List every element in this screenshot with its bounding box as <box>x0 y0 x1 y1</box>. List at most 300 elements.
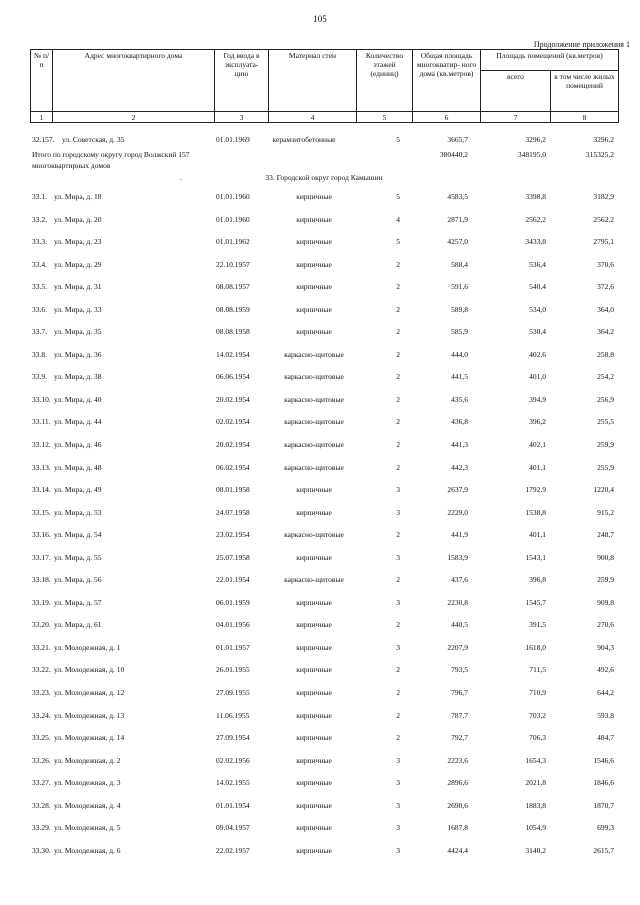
row-total-area: 4257,0 <box>447 237 468 247</box>
row-floors: 3 <box>396 845 400 855</box>
row-material: кирпичные <box>296 778 332 788</box>
stray-mark: . <box>180 173 182 182</box>
row-number: 33.3. <box>32 237 47 247</box>
total-label: Итого по городскому округу город Волжский 157 многоквартирных домов <box>32 150 190 170</box>
row-premises-living: 258,8 <box>597 349 614 359</box>
row-number: 33.27. <box>32 778 51 788</box>
row-floors: 3 <box>396 507 400 517</box>
row-address: ул. Молодежная, д. 1 <box>54 642 121 652</box>
row-total-area: 2871,9 <box>447 214 468 224</box>
table-row <box>30 484 618 495</box>
table-body <box>30 134 618 856</box>
row-floors: 5 <box>396 237 400 247</box>
row-premises-all: 402,6 <box>529 349 546 359</box>
row-premises-living: 1220,4 <box>593 485 614 495</box>
row-material: каркасно-щитовые <box>284 440 344 450</box>
total-area: 380440,2 <box>439 150 468 159</box>
table-row <box>30 371 618 382</box>
row-premises-living: 593,8 <box>597 710 614 720</box>
row-premises-all: 1054,9 <box>525 823 546 833</box>
row-year: 01.01.1954 <box>216 800 250 810</box>
row-year: 20.02.1954 <box>216 440 250 450</box>
table-row <box>30 710 618 721</box>
row-premises-living: 2615,7 <box>593 845 614 855</box>
row-floors: 4 <box>396 214 400 224</box>
row-address: ул. Мира, д. 54 <box>54 530 102 540</box>
row-material: каркасно-щитовые <box>284 349 344 359</box>
row-address: ул. Мира, д. 18 <box>54 192 102 201</box>
column-number: 7 <box>481 112 551 123</box>
row-year: 06.06.1954 <box>216 372 250 382</box>
row-number: 33.30. <box>32 845 51 855</box>
row-premises-living: 270,6 <box>597 620 614 630</box>
row-year: 04.01.1956 <box>216 620 250 630</box>
table-row <box>30 304 618 315</box>
row-year: 01.01.1957 <box>216 642 250 652</box>
column-number: 3 <box>215 112 269 123</box>
row-address: ул. Мира, д. 36 <box>54 349 102 359</box>
row-premises-all: 536,4 <box>529 259 546 269</box>
row-material: каркасно-щитовые <box>284 530 344 540</box>
row-premises-all: 394,9 <box>529 394 546 404</box>
column-number: 2 <box>53 112 215 123</box>
row-premises-living: 1546,6 <box>593 755 614 765</box>
row-premises-living: 1870,7 <box>593 800 614 810</box>
row-total-area: 440,5 <box>451 620 468 630</box>
table-row <box>30 574 618 585</box>
row-premises-all: 401,0 <box>529 372 546 382</box>
header-col-floors: Количество этажей (единиц) <box>357 50 413 112</box>
row-number: 33.4. <box>32 259 47 269</box>
table-row <box>30 529 618 540</box>
row-material: кирпичные <box>296 710 332 720</box>
row-premises-living: 699,3 <box>597 823 614 833</box>
row-total-area: 4583,5 <box>447 192 468 201</box>
row-year: 24.07.1958 <box>216 507 250 517</box>
row-premises-living: 364,2 <box>597 327 614 337</box>
row-material: кирпичные <box>296 597 332 607</box>
row-material: каркасно-щитовые <box>284 394 344 404</box>
row-total-area: 435,6 <box>451 394 468 404</box>
row-address: ул. Молодежная, д. 14 <box>54 733 125 743</box>
row-floors: 2 <box>396 733 400 743</box>
row-floors: 3 <box>396 485 400 495</box>
row-address: ул. Мира, д. 49 <box>54 485 102 495</box>
row-premises-all: 706,3 <box>529 733 546 743</box>
row-year: 14.02.1954 <box>216 349 250 359</box>
row-premises-living: 915,2 <box>597 507 614 517</box>
row-total-area: 2690,6 <box>447 800 468 810</box>
table-row <box>30 439 618 450</box>
row-material: кирпичные <box>296 642 332 652</box>
row-floors: 2 <box>396 327 400 337</box>
row-material: кирпичные <box>296 507 332 517</box>
data-rows <box>30 191 618 856</box>
row-total-area: 3665,7 <box>447 135 468 144</box>
row-floors: 2 <box>396 710 400 720</box>
row-year: 06.02.1954 <box>216 462 250 472</box>
row-floors: 3 <box>396 597 400 607</box>
table-row <box>30 326 618 337</box>
row-premises-all: 540,4 <box>529 282 546 292</box>
row-floors: 2 <box>396 530 400 540</box>
row-address: ул. Мира, д. 40 <box>54 394 102 404</box>
row-address: ул. Молодежная, д. 10 <box>54 665 125 675</box>
row-year: 08.08.1958 <box>216 327 250 337</box>
row-address: ул. Молодежная, д. 13 <box>54 710 125 720</box>
table-row <box>30 777 618 788</box>
row-address: ул. Советская, д. 35 <box>62 135 125 144</box>
row-total-area: 2207,9 <box>447 642 468 652</box>
row-address: ул. Молодежная, д. 4 <box>54 800 121 810</box>
row-floors: 3 <box>396 642 400 652</box>
row-number: 33.6. <box>32 304 47 314</box>
row-material: кирпичные <box>296 665 332 675</box>
row-premises-all: 1883,8 <box>525 800 546 810</box>
row-premises-living: 2795,1 <box>593 237 614 247</box>
row-number: 33.29. <box>32 823 51 833</box>
row-material: кирпичные <box>296 485 332 495</box>
table-row <box>30 462 618 473</box>
row-premises-living: 259,9 <box>597 575 614 585</box>
row-number: 33.7. <box>32 327 47 337</box>
row-material: кирпичные <box>296 688 332 698</box>
row-year: 02.02.1956 <box>216 755 250 765</box>
row-number: 33.13. <box>32 462 51 472</box>
row-address: ул. Мира, д. 46 <box>54 440 102 450</box>
row-total-area: 441,5 <box>451 372 468 382</box>
row-premises-all: 703,2 <box>529 710 546 720</box>
row-total-area: 437,6 <box>451 575 468 585</box>
column-number: 4 <box>269 112 357 123</box>
total-row <box>30 149 618 171</box>
row-floors: 2 <box>396 440 400 450</box>
row-premises-living: 484,7 <box>597 733 614 743</box>
row-premises-all: 534,0 <box>529 304 546 314</box>
row-year: 08.08.1957 <box>216 282 250 292</box>
row-floors: 2 <box>396 259 400 269</box>
row-material: кирпичные <box>296 192 332 201</box>
row-floors: 2 <box>396 575 400 585</box>
row-premises-all: 1538,8 <box>525 507 546 517</box>
row-premises-living: 248,7 <box>597 530 614 540</box>
column-number: 5 <box>357 112 413 123</box>
row-total-area: 1687,8 <box>447 823 468 833</box>
row-material: кирпичные <box>296 304 332 314</box>
row-address: ул. Мира, д. 38 <box>54 372 102 382</box>
row-total-area: 2637,9 <box>447 485 468 495</box>
row-premises-all: 530,4 <box>529 327 546 337</box>
row-premises-all: 1654,3 <box>525 755 546 765</box>
row-total-area: 2223,6 <box>447 755 468 765</box>
row-material: каркасно-щитовые <box>284 462 344 472</box>
total-premises-all: 348195,0 <box>517 150 546 159</box>
row-floors: 2 <box>396 620 400 630</box>
row-year: 23.02.1954 <box>216 530 250 540</box>
row-premises-all: 1792,9 <box>525 485 546 495</box>
row-premises-living: 3182,9 <box>593 192 614 201</box>
row-year: 14.02.1955 <box>216 778 250 788</box>
row-premises-living: 256,9 <box>597 394 614 404</box>
row-number: 33.24. <box>32 710 51 720</box>
row-premises-all: 401,1 <box>529 530 546 540</box>
row-premises-all: 3140,2 <box>525 845 546 855</box>
row-floors: 2 <box>396 417 400 427</box>
row-address: ул. Молодежная, д. 6 <box>54 845 121 855</box>
row-address: ул. Мира, д. 48 <box>54 462 102 472</box>
row-material: каркасно-щитовые <box>284 372 344 382</box>
row-floors: 3 <box>396 800 400 810</box>
row-total-area: 589,8 <box>451 304 468 314</box>
row-address: ул. Молодежная, д. 2 <box>54 755 121 765</box>
table-row <box>30 349 618 360</box>
row-total-area: 436,8 <box>451 417 468 427</box>
row-material: кирпичные <box>296 214 332 224</box>
header-col-premises-living: в том числе жилых помещений <box>551 71 619 112</box>
page-number: 105 <box>313 14 327 24</box>
row-premises-all: 401,1 <box>529 462 546 472</box>
row-total-area: 4424,4 <box>447 845 468 855</box>
section-heading <box>30 171 618 185</box>
table-row <box>30 281 618 292</box>
table-row <box>30 597 618 608</box>
section-title: 33. Городской округ город Камышин <box>265 173 383 182</box>
row-floors: 2 <box>396 665 400 675</box>
table-row <box>30 236 618 247</box>
row-year: 09.04.1957 <box>216 823 250 833</box>
row-number: 33.12. <box>32 440 51 450</box>
column-number: 6 <box>413 112 481 123</box>
row-number: 33.21. <box>32 642 51 652</box>
row-premises-all: 396,2 <box>529 417 546 427</box>
table-row <box>30 394 618 405</box>
row-year: 08.08.1959 <box>216 304 250 314</box>
row-material: кирпичные <box>296 845 332 855</box>
row-number: 33.25. <box>32 733 51 743</box>
row-number: 33.2. <box>32 214 47 224</box>
row-premises-all: 3296,2 <box>525 135 546 144</box>
row-premises-living: 254,2 <box>597 372 614 382</box>
row-premises-living: 900,8 <box>597 552 614 562</box>
row-total-area: 441,3 <box>451 440 468 450</box>
row-number: 32.157. <box>32 135 55 144</box>
row-address: ул. Мира, д. 56 <box>54 575 102 585</box>
row-number: 33.16. <box>32 530 51 540</box>
row-address: ул. Мира, д. 44 <box>54 417 102 427</box>
row-floors: 2 <box>396 688 400 698</box>
row-number: 33.18. <box>32 575 51 585</box>
row-total-area: 1583,9 <box>447 552 468 562</box>
header-col-premises-area: Площадь помещений (кв.метров) <box>481 50 619 71</box>
row-material: кирпичные <box>296 327 332 337</box>
table-row <box>30 845 618 856</box>
row-year: 01.01.1960 <box>216 192 250 201</box>
row-address: ул. Мира, д. 23 <box>54 237 102 247</box>
row-year: 22.10.1957 <box>216 259 250 269</box>
row-year: 01.01.1960 <box>216 214 250 224</box>
row-year: 20.02.1954 <box>216 394 250 404</box>
row-year: 06.01.1959 <box>216 597 250 607</box>
total-premises-living: 315325,2 <box>585 150 614 159</box>
row-total-area: 792,7 <box>451 733 468 743</box>
row-year: 27.09.1954 <box>216 733 250 743</box>
table-row <box>30 642 618 653</box>
header-column-numbers <box>31 112 619 123</box>
row-number: 33.28. <box>32 800 51 810</box>
row-premises-all: 1618,0 <box>525 642 546 652</box>
row-address: ул. Мира, д. 20 <box>54 214 102 224</box>
row-year: 01.01.1962 <box>216 237 250 247</box>
row-premises-all: 1545,7 <box>525 597 546 607</box>
row-material: кирпичные <box>296 552 332 562</box>
row-premises-living: 3296,2 <box>593 135 614 144</box>
table-row <box>30 800 618 811</box>
row-total-area: 2896,6 <box>447 778 468 788</box>
row-material: каркасно-щитовые <box>284 417 344 427</box>
table-row <box>30 552 618 563</box>
row-material: кирпичные <box>296 237 332 247</box>
row-number: 33.14. <box>32 485 51 495</box>
table-row <box>30 507 618 518</box>
row-number: 33.19. <box>32 597 51 607</box>
row-address: ул. Мира, д. 31 <box>54 282 102 292</box>
row-year: 25.07.1958 <box>216 552 250 562</box>
row-number: 33.5. <box>32 282 47 292</box>
table-row <box>30 664 618 675</box>
table-row <box>30 134 618 145</box>
row-premises-all: 711,5 <box>529 665 546 675</box>
row-total-area: 441,9 <box>451 530 468 540</box>
row-floors: 2 <box>396 304 400 314</box>
row-number: 33.1. <box>32 192 47 201</box>
row-premises-living: 255,5 <box>597 417 614 427</box>
row-premises-living: 2562,2 <box>593 214 614 224</box>
row-year: 22.02.1957 <box>216 845 250 855</box>
row-premises-living: 644,2 <box>597 688 614 698</box>
row-premises-living: 1846,6 <box>593 778 614 788</box>
row-material: каркасно-щитовые <box>284 575 344 585</box>
row-year: 27.09.1955 <box>216 688 250 698</box>
row-address: ул. Мира, д. 57 <box>54 597 102 607</box>
row-material: кирпичные <box>296 823 332 833</box>
row-floors: 2 <box>396 372 400 382</box>
row-address: ул. Мира, д. 53 <box>54 507 102 517</box>
row-floors: 5 <box>396 135 400 144</box>
column-number: 8 <box>551 112 619 123</box>
row-address: ул. Мира, д. 29 <box>54 259 102 269</box>
row-premises-all: 396,8 <box>529 575 546 585</box>
header-col-total-area: Общая площадь многокватир- ного дома (кв.метров) <box>413 50 481 112</box>
row-address: ул. Молодежная, д. 12 <box>54 688 125 698</box>
header-col-material: Материал стен <box>269 50 357 112</box>
row-number: 33.26. <box>32 755 51 765</box>
row-material: кирпичные <box>296 259 332 269</box>
row-floors: 2 <box>396 462 400 472</box>
row-number: 33.9. <box>32 372 47 382</box>
row-total-area: 442,3 <box>451 462 468 472</box>
row-total-area: 2230,8 <box>447 597 468 607</box>
row-total-area: 588,4 <box>451 259 468 269</box>
row-material: керамзитобетонные <box>272 135 336 144</box>
row-premises-living: 364,0 <box>597 304 614 314</box>
row-floors: 5 <box>396 192 400 201</box>
table-row <box>30 732 618 743</box>
row-premises-living: 909,8 <box>597 597 614 607</box>
row-floors: 2 <box>396 349 400 359</box>
row-floors: 3 <box>396 823 400 833</box>
row-material: кирпичные <box>296 620 332 630</box>
row-year: 02.02.1954 <box>216 417 250 427</box>
header-col-premises-all: всего <box>481 71 551 112</box>
row-total-area: 793,5 <box>451 665 468 675</box>
row-number: 33.10. <box>32 394 51 404</box>
row-premises-living: 259,9 <box>597 440 614 450</box>
row-total-area: 591,6 <box>451 282 468 292</box>
table-row <box>30 416 618 427</box>
row-floors: 2 <box>396 394 400 404</box>
row-premises-all: 391,5 <box>529 620 546 630</box>
row-number: 33.22. <box>32 665 51 675</box>
row-premises-all: 1543,1 <box>525 552 546 562</box>
table-row <box>30 259 618 270</box>
table-row <box>30 214 618 225</box>
row-premises-living: 372,6 <box>597 282 614 292</box>
row-premises-all: 710,9 <box>529 688 546 698</box>
row-year: 01.01.1969 <box>216 135 250 144</box>
row-floors: 3 <box>396 778 400 788</box>
row-premises-all: 402,1 <box>529 440 546 450</box>
row-total-area: 796,7 <box>451 688 468 698</box>
table-row <box>30 755 618 766</box>
row-floors: 2 <box>396 282 400 292</box>
table-row <box>30 619 618 630</box>
header-col-year: Год ввода в эксплуата- цию <box>215 50 269 112</box>
row-floors: 3 <box>396 552 400 562</box>
row-number: 33.11. <box>32 417 51 427</box>
row-year: 22.01.1954 <box>216 575 250 585</box>
row-material: кирпичные <box>296 733 332 743</box>
row-address: ул. Мира, д. 55 <box>54 552 102 562</box>
table-row <box>30 687 618 698</box>
row-material: кирпичные <box>296 282 332 292</box>
row-material: кирпичные <box>296 800 332 810</box>
table-row <box>30 191 618 202</box>
row-number: 33.15. <box>32 507 51 517</box>
row-number: 33.23. <box>32 688 51 698</box>
row-number: 33.17. <box>32 552 51 562</box>
row-premises-living: 255,9 <box>597 462 614 472</box>
row-material: кирпичные <box>296 755 332 765</box>
row-number: 33.8. <box>32 349 47 359</box>
row-total-area: 444,0 <box>451 349 468 359</box>
row-premises-all: 3433,8 <box>525 237 546 247</box>
row-premises-all: 2021,8 <box>525 778 546 788</box>
row-total-area: 585,9 <box>451 327 468 337</box>
row-address: ул. Молодежная, д. 3 <box>54 778 121 788</box>
row-premises-all: 3398,8 <box>525 192 546 201</box>
row-premises-living: 370,6 <box>597 259 614 269</box>
table-row <box>30 822 618 833</box>
row-address: ул. Мира, д. 61 <box>54 620 102 630</box>
column-number: 1 <box>31 112 53 123</box>
row-number: 33.20. <box>32 620 51 630</box>
row-year: 11.06.1955 <box>216 710 250 720</box>
row-floors: 3 <box>396 755 400 765</box>
row-total-area: 787,7 <box>451 710 468 720</box>
row-premises-living: 492,6 <box>597 665 614 675</box>
header-col-number: № п/п <box>31 50 53 112</box>
continuation-note: Продолжение приложения 1 <box>533 40 630 49</box>
